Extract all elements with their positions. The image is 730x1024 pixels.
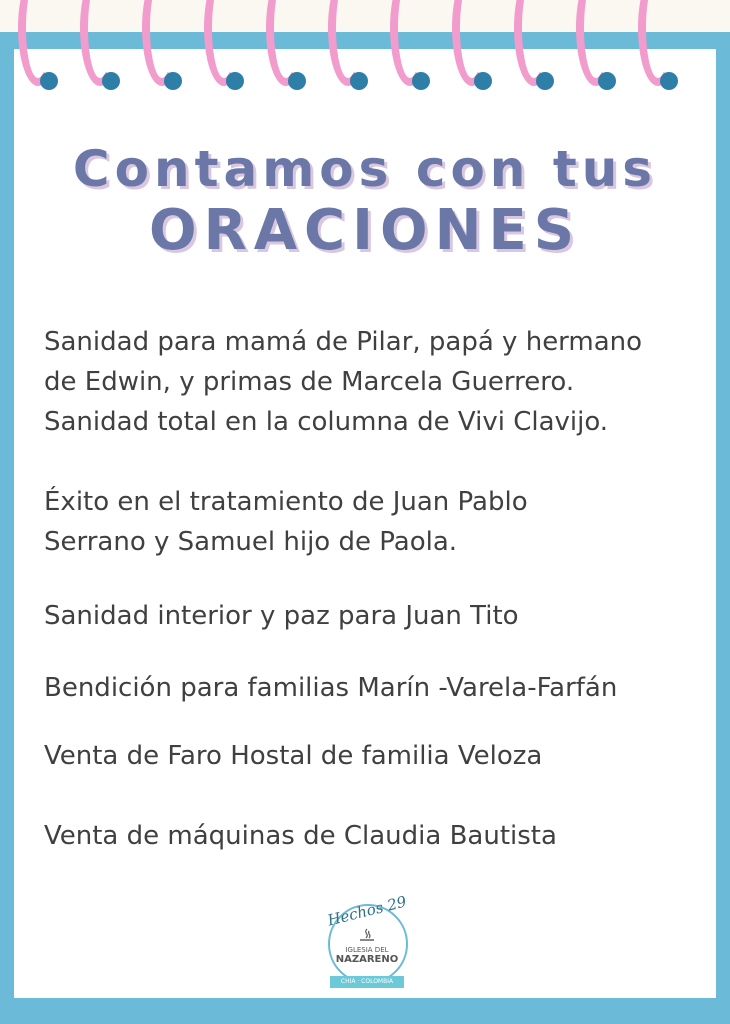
- binding-ring: [572, 0, 632, 100]
- prayer-request: Sanidad para mamá de Pilar, papá y hermano de Edwin, y primas de Marcela Guerrero. Sanidad total en la columna de Vivi Clavijo.: [44, 327, 643, 437]
- prayer-request: Sanidad interior y paz para Juan Tito: [44, 601, 519, 631]
- title-line-1: Contamos con tus: [72, 140, 658, 198]
- prayer-request: Éxito en el tratamiento de Juan Pablo Serrano y Samuel hijo de Paola.: [44, 487, 528, 557]
- prayer-request: Bendición para familias Marín -Varela-Farfán: [44, 673, 618, 703]
- binding-ring: [386, 0, 446, 100]
- binding-ring: [324, 0, 384, 100]
- binding-ring: [200, 0, 260, 100]
- binding-ring: [510, 0, 570, 100]
- spiral-binding: [0, 0, 730, 110]
- binding-ring: [76, 0, 136, 100]
- flame-icon: [358, 928, 376, 942]
- logo-church-label: IGLESIA DEL: [345, 946, 389, 954]
- prayer-request: Venta de máquinas de Claudia Bautista: [44, 821, 557, 851]
- binding-ring: [448, 0, 508, 100]
- title-line-2: ORACIONES: [148, 198, 582, 263]
- binding-ring: [262, 0, 322, 100]
- logo-banner: CHIA · COLOMBIA: [330, 976, 404, 988]
- prayer-request: Venta de Faro Hostal de familia Veloza: [44, 741, 543, 771]
- binding-ring: [634, 0, 694, 100]
- binding-ring: [138, 0, 198, 100]
- logo-script: Hechos 29: [325, 892, 409, 930]
- logo-name: NAZARENO: [335, 954, 399, 965]
- church-logo: [322, 892, 412, 990]
- binding-ring: [14, 0, 74, 100]
